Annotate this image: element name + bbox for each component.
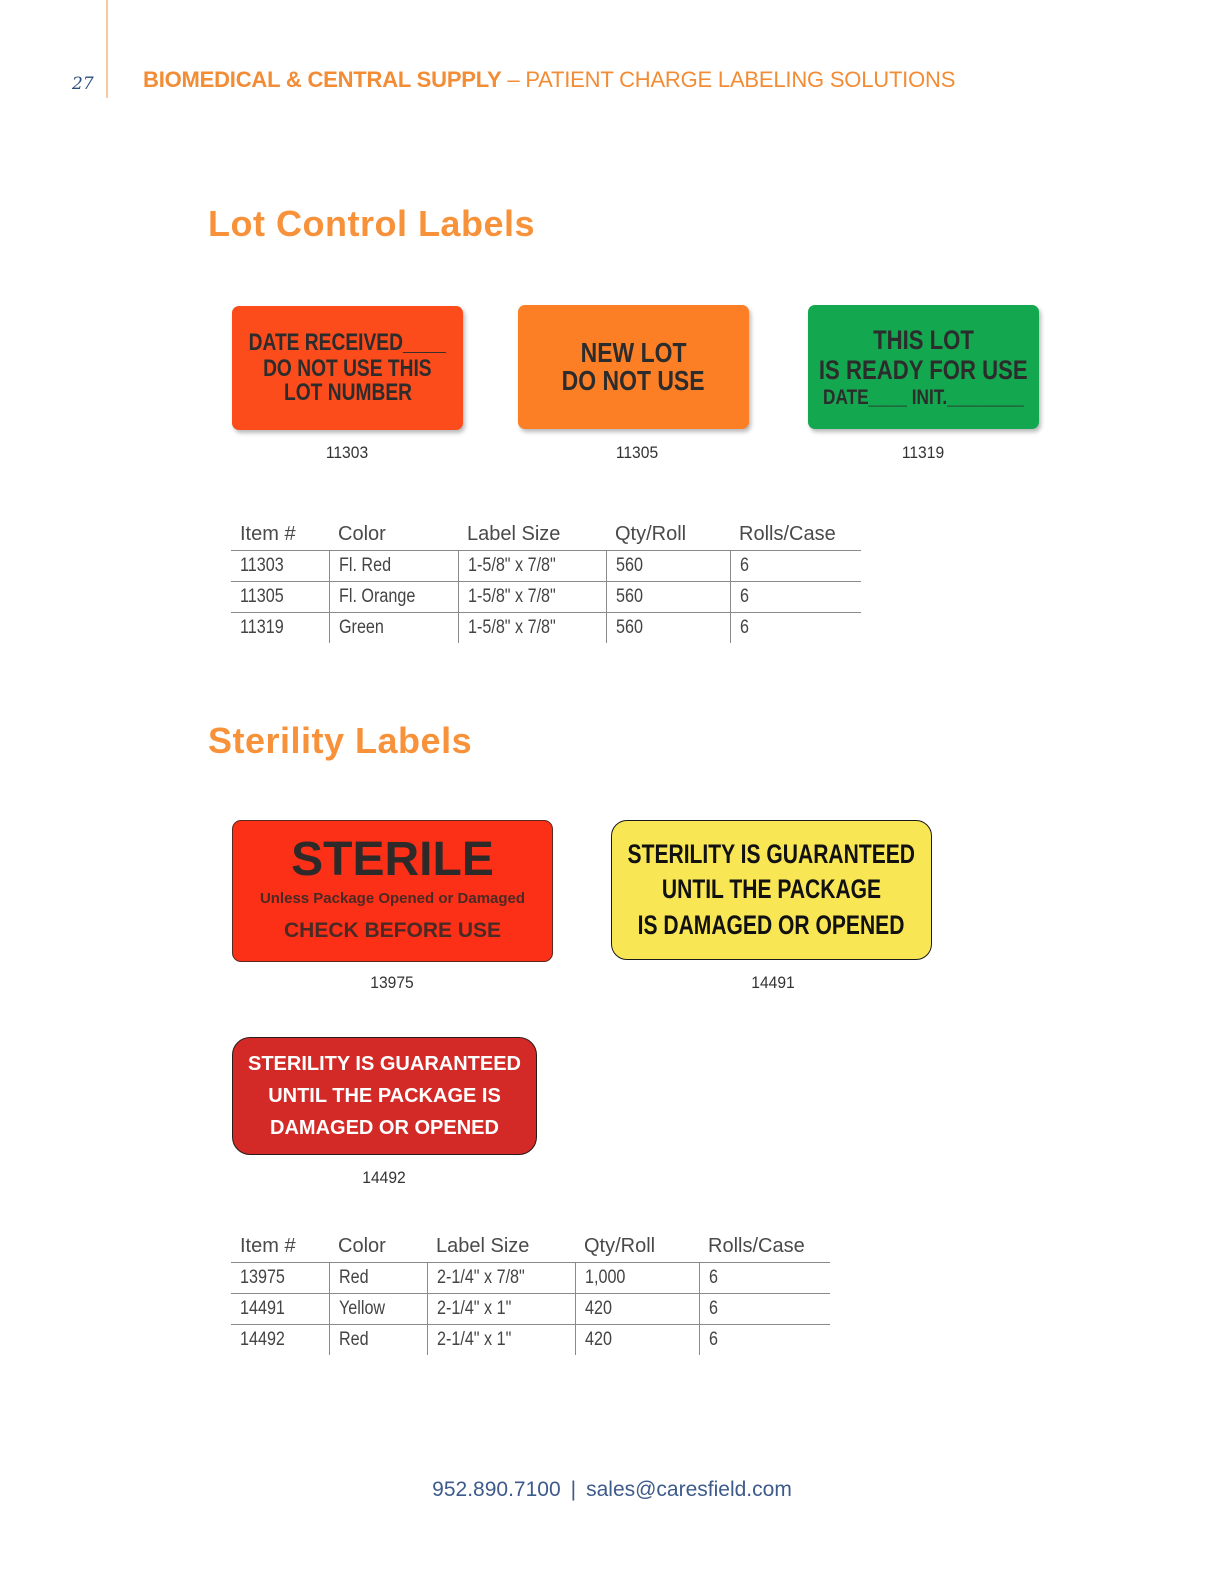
cell-size	[458, 582, 606, 613]
label-caption: 11305	[615, 443, 659, 462]
label-line: IS DAMAGED OR OPENED	[638, 909, 905, 940]
cell-text: 2-1/4" x 1"	[436, 1298, 511, 1319]
cell-rolls	[699, 1263, 830, 1294]
cell-size	[458, 613, 606, 644]
table-row	[231, 1263, 830, 1294]
cell-size	[427, 1325, 575, 1356]
cell-color	[329, 1294, 427, 1325]
cell-text: 6	[739, 586, 749, 607]
table-row	[231, 582, 861, 613]
column-header: Qty/Roll	[575, 1232, 699, 1263]
cell-item	[231, 1325, 329, 1356]
cell-item	[231, 582, 329, 613]
label-line: IS READY FOR USE	[819, 354, 1028, 385]
cell-text: 11305	[240, 586, 284, 607]
label-caption: 11319	[901, 443, 945, 462]
table-row	[231, 1294, 830, 1325]
label-11303	[232, 306, 463, 430]
cell-color	[329, 613, 458, 644]
cell-item	[231, 551, 329, 582]
page-header	[143, 67, 955, 93]
table-row	[231, 551, 861, 582]
column-header: Color	[329, 1232, 427, 1263]
column-header: Qty/Roll	[606, 520, 730, 551]
cell-text: 6	[739, 555, 749, 576]
cell-qty	[606, 582, 730, 613]
cell-qty	[575, 1325, 699, 1356]
label-line: STERILITY IS GUARANTEED	[627, 839, 916, 870]
cell-size	[458, 551, 606, 582]
cell-rolls	[730, 551, 861, 582]
cell-text: 6	[708, 1298, 718, 1319]
cell-text: 560	[615, 617, 643, 638]
footer-separator: |	[570, 1478, 577, 1501]
label-11319	[808, 305, 1039, 429]
label-line: DO NOT USE THIS	[263, 355, 432, 382]
page-number: 27	[72, 74, 94, 94]
label-line: DO NOT USE	[562, 365, 705, 396]
column-header: Rolls/Case	[699, 1232, 830, 1263]
cell-text: 11319	[240, 617, 284, 638]
label-caption: 11303	[325, 443, 369, 462]
cell-text: 2-1/4" x 7/8"	[436, 1267, 525, 1288]
cell-item	[231, 1263, 329, 1294]
column-header: Label Size	[427, 1232, 575, 1263]
cell-rolls	[730, 582, 861, 613]
cell-qty	[575, 1294, 699, 1325]
cell-text: Yellow	[338, 1298, 385, 1319]
cell-text: 13975	[240, 1267, 285, 1288]
sterility-title: Sterility Labels	[208, 720, 473, 761]
cell-text: 2-1/4" x 1"	[436, 1329, 511, 1350]
label-line: UNTIL THE PACKAGE IS	[268, 1085, 501, 1107]
cell-text: 1,000	[584, 1267, 625, 1288]
label-13975	[232, 820, 553, 962]
cell-text: 14492	[240, 1329, 285, 1350]
cell-color	[329, 551, 458, 582]
label-line: NEW LOT	[580, 337, 687, 368]
cell-text: 6	[708, 1329, 718, 1350]
cell-rolls	[699, 1325, 830, 1356]
label-line: DATE____ INIT.________	[823, 385, 1024, 409]
cell-text: 1-5/8" x 7/8"	[467, 617, 556, 638]
cell-text: 6	[739, 617, 749, 638]
table-row	[231, 613, 861, 644]
cell-text: 560	[615, 555, 643, 576]
cell-item	[231, 613, 329, 644]
cell-rolls	[699, 1294, 830, 1325]
label-caption: 14492	[362, 1168, 406, 1187]
cell-qty	[606, 551, 730, 582]
label-line: STERILITY IS GUARANTEED	[248, 1053, 521, 1075]
cell-size	[427, 1263, 575, 1294]
cell-text: Fl. Red	[338, 555, 391, 576]
lot-control-title: Lot Control Labels	[208, 203, 535, 244]
label-caption: 13975	[370, 973, 414, 992]
cell-text: Fl. Orange	[338, 586, 415, 607]
table-header-row	[231, 520, 861, 551]
sterility-spec-table	[231, 1232, 830, 1355]
footer-email[interactable]: sales@caresfield.com	[586, 1478, 792, 1501]
cell-text: 420	[584, 1298, 612, 1319]
header-title-bold: BIOMEDICAL & CENTRAL SUPPLY	[143, 67, 502, 92]
label-line: THIS LOT	[873, 324, 974, 355]
cell-text: 14491	[240, 1298, 285, 1319]
cell-text: Red	[338, 1329, 369, 1350]
table-header-row	[231, 1232, 830, 1263]
label-line: UNTIL THE PACKAGE	[661, 874, 882, 905]
label-caption: 14491	[751, 973, 795, 992]
footer-phone[interactable]: 952.890.7100	[432, 1478, 561, 1501]
cell-item	[231, 1294, 329, 1325]
cell-text: 1-5/8" x 7/8"	[467, 555, 556, 576]
label-line: CHECK BEFORE USE	[283, 918, 502, 942]
header-title-rest: – PATIENT CHARGE LABELING SOLUTIONS	[501, 67, 956, 92]
column-header: Rolls/Case	[730, 520, 861, 551]
cell-size	[427, 1294, 575, 1325]
column-header: Color	[329, 520, 458, 551]
header-divider	[106, 0, 108, 98]
cell-color	[329, 1325, 427, 1356]
cell-text: 420	[584, 1329, 612, 1350]
label-line: DATE RECEIVED____	[248, 329, 447, 356]
cell-qty	[575, 1263, 699, 1294]
cell-text: Green	[338, 617, 384, 638]
label-14492	[232, 1037, 537, 1155]
cell-rolls	[730, 613, 861, 644]
table-row	[231, 1325, 830, 1356]
label-line: STERILE	[291, 832, 494, 886]
label-line: LOT NUMBER	[283, 379, 412, 406]
label-line: Unless Package Opened or Damaged	[259, 889, 526, 907]
page-footer	[0, 1478, 1224, 1502]
column-header: Item #	[231, 520, 329, 551]
column-header: Item #	[231, 1232, 329, 1263]
cell-text: 11303	[240, 555, 284, 576]
cell-color	[329, 582, 458, 613]
cell-text: 6	[708, 1267, 718, 1288]
label-11305	[518, 305, 749, 429]
cell-qty	[606, 613, 730, 644]
label-14491	[611, 820, 932, 960]
cell-color	[329, 1263, 427, 1294]
column-header: Label Size	[458, 520, 606, 551]
lot-control-spec-table	[231, 520, 861, 643]
cell-text: 560	[615, 586, 643, 607]
cell-text: Red	[338, 1267, 369, 1288]
cell-text: 1-5/8" x 7/8"	[467, 586, 556, 607]
label-line: DAMAGED OR OPENED	[270, 1117, 499, 1139]
